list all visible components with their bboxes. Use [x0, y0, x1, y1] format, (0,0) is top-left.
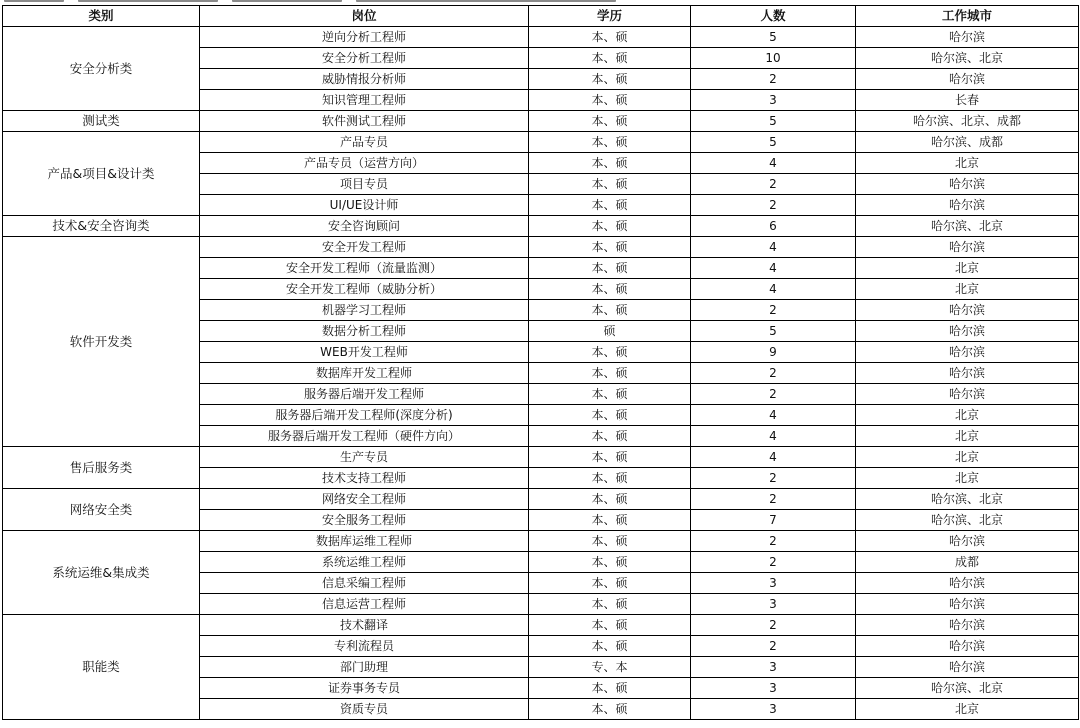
education-cell: 本、硕 — [529, 636, 691, 657]
education-cell: 专、本 — [529, 657, 691, 678]
headcount-cell: 5 — [691, 111, 856, 132]
headcount-cell: 2 — [691, 552, 856, 573]
headcount-cell: 5 — [691, 27, 856, 48]
headcount-cell: 2 — [691, 468, 856, 489]
header-city: 工作城市 — [856, 6, 1079, 27]
education-cell: 本、硕 — [529, 531, 691, 552]
headcount-cell: 2 — [691, 69, 856, 90]
headcount-cell: 2 — [691, 636, 856, 657]
headcount-cell: 5 — [691, 132, 856, 153]
education-cell: 本、硕 — [529, 678, 691, 699]
position-cell: 系统运维工程师 — [200, 552, 529, 573]
position-cell: 机器学习工程师 — [200, 300, 529, 321]
city-cell: 长春 — [856, 90, 1079, 111]
table-row — [3, 111, 1079, 132]
headcount-cell: 2 — [691, 300, 856, 321]
education-cell: 本、硕 — [529, 552, 691, 573]
city-cell: 哈尔滨、北京、成都 — [856, 111, 1079, 132]
headcount-cell: 2 — [691, 195, 856, 216]
city-cell: 哈尔滨 — [856, 615, 1079, 636]
city-cell: 哈尔滨 — [856, 531, 1079, 552]
position-cell: 信息采编工程师 — [200, 573, 529, 594]
education-cell: 本、硕 — [529, 279, 691, 300]
header-education: 学历 — [529, 6, 691, 27]
city-cell: 哈尔滨 — [856, 594, 1079, 615]
education-cell: 本、硕 — [529, 699, 691, 720]
education-cell: 本、硕 — [529, 48, 691, 69]
table-row — [3, 489, 1079, 510]
headcount-cell: 3 — [691, 678, 856, 699]
position-cell: 安全咨询顾问 — [200, 216, 529, 237]
position-cell: 部门助理 — [200, 657, 529, 678]
city-cell: 哈尔滨 — [856, 27, 1079, 48]
education-cell: 本、硕 — [529, 447, 691, 468]
headcount-cell: 4 — [691, 447, 856, 468]
table-row — [3, 447, 1079, 468]
position-cell: 安全分析工程师 — [200, 48, 529, 69]
headcount-cell: 2 — [691, 363, 856, 384]
headcount-cell: 2 — [691, 174, 856, 195]
position-cell: 信息运营工程师 — [200, 594, 529, 615]
headcount-cell: 9 — [691, 342, 856, 363]
position-cell: 知识管理工程师 — [200, 90, 529, 111]
header-headcount: 人数 — [691, 6, 856, 27]
city-cell: 哈尔滨 — [856, 657, 1079, 678]
category-cell: 安全分析类 — [3, 27, 200, 111]
headcount-cell: 4 — [691, 153, 856, 174]
education-cell: 本、硕 — [529, 237, 691, 258]
headcount-cell: 2 — [691, 384, 856, 405]
position-cell: 威胁情报分析师 — [200, 69, 529, 90]
position-cell: 软件测试工程师 — [200, 111, 529, 132]
position-cell: 资质专员 — [200, 699, 529, 720]
city-cell: 哈尔滨、北京 — [856, 489, 1079, 510]
position-cell: 技术翻译 — [200, 615, 529, 636]
education-cell: 本、硕 — [529, 111, 691, 132]
education-cell: 本、硕 — [529, 363, 691, 384]
city-cell: 哈尔滨、北京 — [856, 216, 1079, 237]
city-cell: 北京 — [856, 468, 1079, 489]
education-cell: 本、硕 — [529, 426, 691, 447]
city-cell: 哈尔滨 — [856, 573, 1079, 594]
headcount-cell: 6 — [691, 216, 856, 237]
category-cell: 技术&安全咨询类 — [3, 216, 200, 237]
city-cell: 北京 — [856, 699, 1079, 720]
category-cell: 网络安全类 — [3, 489, 200, 531]
headcount-cell: 4 — [691, 279, 856, 300]
position-cell: 项目专员 — [200, 174, 529, 195]
position-cell: 安全开发工程师 — [200, 237, 529, 258]
education-cell: 本、硕 — [529, 69, 691, 90]
city-cell: 哈尔滨 — [856, 321, 1079, 342]
position-cell: 数据库开发工程师 — [200, 363, 529, 384]
city-cell: 哈尔滨、成都 — [856, 132, 1079, 153]
position-cell: 生产专员 — [200, 447, 529, 468]
position-cell: 服务器后端开发工程师（硬件方向） — [200, 426, 529, 447]
city-cell: 哈尔滨 — [856, 69, 1079, 90]
city-cell: 北京 — [856, 279, 1079, 300]
cropped-top-text — [0, 0, 1080, 4]
headcount-cell: 3 — [691, 594, 856, 615]
table-row — [3, 27, 1079, 48]
category-cell: 测试类 — [3, 111, 200, 132]
education-cell: 本、硕 — [529, 510, 691, 531]
category-cell: 系统运维&集成类 — [3, 531, 200, 615]
headcount-cell: 5 — [691, 321, 856, 342]
education-cell: 本、硕 — [529, 174, 691, 195]
city-cell: 哈尔滨 — [856, 363, 1079, 384]
education-cell: 本、硕 — [529, 90, 691, 111]
city-cell: 哈尔滨、北京 — [856, 48, 1079, 69]
education-cell: 本、硕 — [529, 342, 691, 363]
education-cell: 本、硕 — [529, 132, 691, 153]
city-cell: 哈尔滨 — [856, 342, 1079, 363]
position-cell: 安全开发工程师（威胁分析） — [200, 279, 529, 300]
city-cell: 北京 — [856, 447, 1079, 468]
position-cell: 产品专员（运营方向） — [200, 153, 529, 174]
position-cell: 数据分析工程师 — [200, 321, 529, 342]
education-cell: 本、硕 — [529, 258, 691, 279]
position-cell: 专利流程员 — [200, 636, 529, 657]
headcount-cell: 2 — [691, 489, 856, 510]
category-cell: 售后服务类 — [3, 447, 200, 489]
city-cell: 哈尔滨 — [856, 636, 1079, 657]
education-cell: 本、硕 — [529, 216, 691, 237]
position-cell: 安全服务工程师 — [200, 510, 529, 531]
city-cell: 北京 — [856, 153, 1079, 174]
table-header-row — [3, 6, 1079, 27]
city-cell: 北京 — [856, 426, 1079, 447]
city-cell: 北京 — [856, 405, 1079, 426]
table-row — [3, 615, 1079, 636]
city-cell: 哈尔滨、北京 — [856, 510, 1079, 531]
table-row — [3, 531, 1079, 552]
category-cell: 职能类 — [3, 615, 200, 720]
position-cell: 数据库运维工程师 — [200, 531, 529, 552]
education-cell: 本、硕 — [529, 489, 691, 510]
city-cell: 哈尔滨 — [856, 174, 1079, 195]
headcount-cell: 4 — [691, 426, 856, 447]
position-cell: 服务器后端开发工程师 — [200, 384, 529, 405]
position-cell: UI/UE设计师 — [200, 195, 529, 216]
education-cell: 本、硕 — [529, 615, 691, 636]
header-position: 岗位 — [200, 6, 529, 27]
headcount-cell: 2 — [691, 615, 856, 636]
education-cell: 本、硕 — [529, 468, 691, 489]
education-cell: 本、硕 — [529, 27, 691, 48]
position-cell: 网络安全工程师 — [200, 489, 529, 510]
header-category: 类别 — [3, 6, 200, 27]
education-cell: 本、硕 — [529, 405, 691, 426]
table-body — [3, 27, 1079, 720]
headcount-cell: 4 — [691, 405, 856, 426]
table-row — [3, 237, 1079, 258]
city-cell: 哈尔滨 — [856, 195, 1079, 216]
headcount-cell: 2 — [691, 531, 856, 552]
table-row — [3, 216, 1079, 237]
table-row — [3, 132, 1079, 153]
recruitment-table — [2, 5, 1079, 720]
headcount-cell: 4 — [691, 258, 856, 279]
education-cell: 本、硕 — [529, 300, 691, 321]
education-cell: 本、硕 — [529, 573, 691, 594]
city-cell: 哈尔滨 — [856, 300, 1079, 321]
headcount-cell: 10 — [691, 48, 856, 69]
category-cell: 产品&项目&设计类 — [3, 132, 200, 216]
headcount-cell: 3 — [691, 573, 856, 594]
headcount-cell: 3 — [691, 90, 856, 111]
position-cell: WEB开发工程师 — [200, 342, 529, 363]
headcount-cell: 7 — [691, 510, 856, 531]
education-cell: 硕 — [529, 321, 691, 342]
education-cell: 本、硕 — [529, 195, 691, 216]
position-cell: 技术支持工程师 — [200, 468, 529, 489]
city-cell: 哈尔滨 — [856, 384, 1079, 405]
city-cell: 成都 — [856, 552, 1079, 573]
city-cell: 哈尔滨 — [856, 237, 1079, 258]
position-cell: 逆向分析工程师 — [200, 27, 529, 48]
city-cell: 哈尔滨、北京 — [856, 678, 1079, 699]
position-cell: 证券事务专员 — [200, 678, 529, 699]
headcount-cell: 3 — [691, 657, 856, 678]
education-cell: 本、硕 — [529, 594, 691, 615]
position-cell: 服务器后端开发工程师(深度分析) — [200, 405, 529, 426]
headcount-cell: 3 — [691, 699, 856, 720]
city-cell: 北京 — [856, 258, 1079, 279]
position-cell: 安全开发工程师（流量监测） — [200, 258, 529, 279]
headcount-cell: 4 — [691, 237, 856, 258]
position-cell: 产品专员 — [200, 132, 529, 153]
education-cell: 本、硕 — [529, 384, 691, 405]
category-cell: 软件开发类 — [3, 237, 200, 447]
education-cell: 本、硕 — [529, 153, 691, 174]
